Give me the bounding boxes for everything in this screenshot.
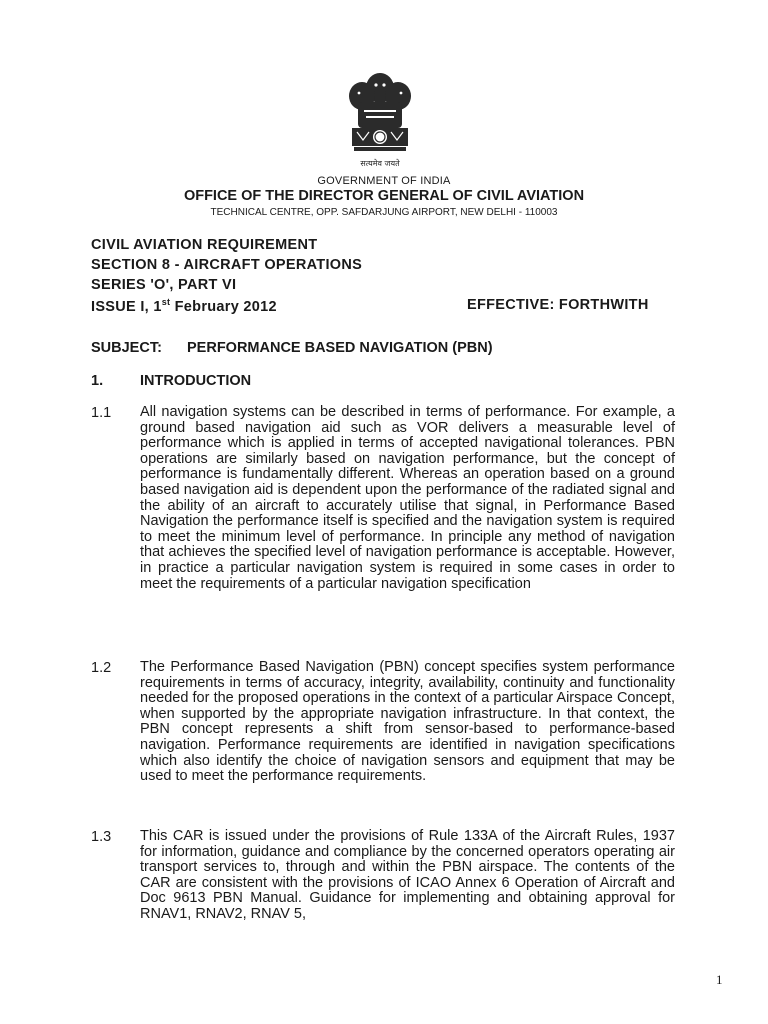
issue-ordinal: st — [161, 297, 171, 307]
subject-text: PERFORMANCE BASED NAVIGATION (PBN) — [187, 340, 493, 356]
issue-date: February 2012 — [170, 298, 277, 315]
office-address: TECHNICAL CENTRE, OPP. SAFDARJUNG AIRPORT, NEW DELHI - 110003 — [210, 207, 558, 218]
section-number: 1. — [91, 373, 104, 389]
emblem-motto: सत्यमेव जयते — [360, 159, 400, 168]
paragraph-number: 1.3 — [91, 829, 112, 845]
paragraph-number: 1.1 — [91, 405, 112, 421]
paragraph-text: All navigation systems can be described in terms of performance. For example, a ground based navigation aid such as VOR delivers a measurable level of performance which is applied in terms of accepted navigational tolerances. PBN operations are similarly based on navigation performance, but the concept of performance is fundamentally different. Whereas an operation based on a ground based navigation aid is dependent upon the performance of the radiated signal and the ability of an aircraft to accurately utilise that signal, in Performance Based Navigation the performance itself is specified and the navigation system is required to meet the minimum level of performance. In principle any method of navigation that achieves the specified level of navigation performance is acceptable. However, in practice a particular navigation system is required in some cases in order to meet the requirements of a particular navigation specification — [140, 404, 675, 592]
office-title: OFFICE OF THE DIRECTOR GENERAL OF CIVIL AVIATION — [183, 188, 585, 204]
issue-prefix: ISSUE I, 1 — [91, 298, 162, 315]
requirement-heading: CIVIL AVIATION REQUIREMENT — [91, 237, 318, 253]
paragraph-text: The Performance Based Navigation (PBN) concept specifies system performance requirements in terms of accuracy, integrity, availability, continuity and functionality needed for the proposed operations in the context of a particular Airspace Concept, when supported by the appropriate navigation infrastructure. In that context, the PBN concept represents a shift from sensor-based to performance-based navigation. Performance requirements are identified in navigation specifications which also identify the choice of navigation sensors and equipment that may be used to meet the performance requirements. — [140, 659, 675, 785]
series-heading: SERIES 'O', PART VI — [91, 277, 237, 293]
paragraph-text: This CAR is issued under the provisions of Rule 133A of the Aircraft Rules, 1937 for information, guidance and compliance by the concerned operators operating air transport services to, through and within the PBN airspace. The contents of the CAR are consistent with the provisions of ICAO Annex 6 Operation of Aircraft and Doc 9613 PBN Manual. Guidance for implementing and obtaining approval for RNAV1, RNAV2, RNAV 5, — [140, 828, 675, 922]
section-title: INTRODUCTION — [140, 373, 252, 389]
page-number: 1 — [716, 972, 723, 987]
subject-label: SUBJECT: — [91, 340, 162, 356]
effective-date: EFFECTIVE: FORTHWITH — [467, 297, 649, 313]
national-emblem-icon — [330, 66, 430, 176]
paragraph-number: 1.2 — [91, 660, 112, 676]
government-title: GOVERNMENT OF INDIA — [317, 175, 451, 187]
section-heading: SECTION 8 - AIRCRAFT OPERATIONS — [91, 257, 363, 273]
issue-heading — [91, 297, 277, 315]
